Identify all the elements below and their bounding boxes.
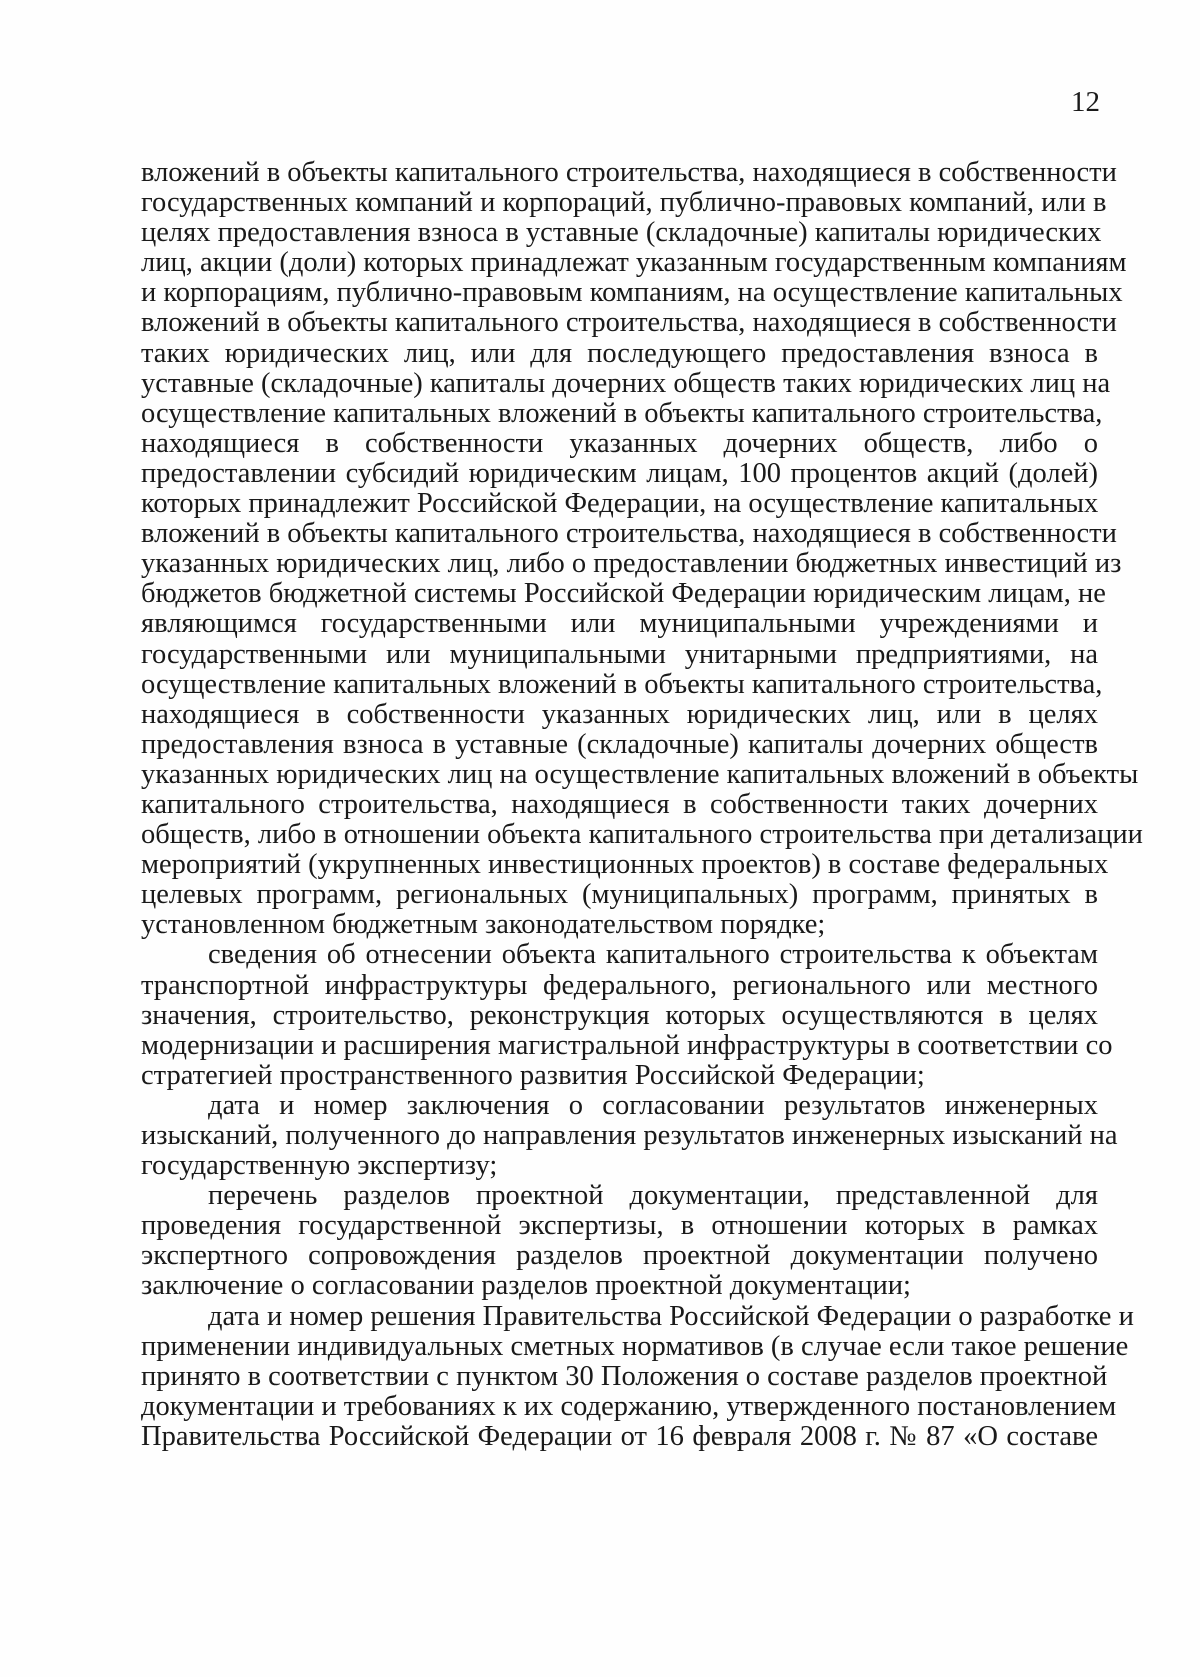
page-number: 12 xyxy=(1071,86,1100,118)
text-line: обществ, либо в отношении объекта капитального строительства при детализации xyxy=(141,819,1143,851)
text-line: являющимся государственными или муниципальными учреждениями и xyxy=(141,608,1098,640)
text-line: экспертного сопровождения разделов проектной документации получено xyxy=(141,1240,1098,1272)
text-line: проведения государственной экспертизы, в отношении которых в рамках xyxy=(141,1210,1098,1242)
text-line: государственную экспертизу; xyxy=(141,1150,498,1182)
text-line: вложений в объекты капитального строительства, находящиеся в собственности xyxy=(141,307,1117,339)
paragraph xyxy=(141,157,1143,941)
text-line: модернизации и расширения магистральной инфраструктуры в соответствии со xyxy=(141,1029,1113,1061)
text-line: транспортной инфраструктуры федерального, регионального или местного xyxy=(141,969,1098,1001)
text-line: заключение о согласовании разделов проектной документации; xyxy=(141,1270,911,1302)
paragraph xyxy=(141,1089,1118,1182)
text-line: стратегией пространственного развития Российской Федерации; xyxy=(141,1059,925,1091)
text-line: осуществление капитальных вложений в объекты капитального строительства, xyxy=(141,668,1103,700)
text-line: находящиеся в собственности указанных юридических лиц, или в целях xyxy=(141,698,1098,730)
text-line: указанных юридических лиц на осуществление капитальных вложений в объекты xyxy=(141,758,1139,790)
text-line: государственных компаний и корпораций, публично-правовых компаний, или в xyxy=(141,187,1107,219)
document-body xyxy=(141,157,1143,1452)
text-line: документации и требованиях к их содержанию, утвержденного постановлением xyxy=(141,1390,1117,1422)
text-line: бюджетов бюджетной системы Российской Федерации юридическим лицам, не xyxy=(141,578,1106,610)
text-line: таких юридических лиц, или для последующего предоставления взноса в xyxy=(141,337,1098,369)
paragraph xyxy=(141,1181,1098,1301)
text-line: находящиеся в собственности указанных дочерних обществ, либо о xyxy=(141,427,1098,459)
text-line: предоставления взноса в уставные (складочные) капиталы дочерних обществ xyxy=(141,728,1098,760)
text-line: изысканий, полученного до направления результатов инженерных изысканий на xyxy=(141,1120,1118,1151)
text-line: указанных юридических лиц, либо о предоставлении бюджетных инвестиций из xyxy=(141,548,1122,580)
text-line: перечень разделов проектной документации, представленной для xyxy=(208,1180,1098,1212)
text-line: установленном бюджетным законодательством порядке; xyxy=(141,909,826,941)
text-line: лиц, акции (доли) которых принадлежат указанным государственным компаниям xyxy=(141,247,1127,279)
text-line: государственными или муниципальными унитарными предприятиями, на xyxy=(141,638,1098,670)
text-line: которых принадлежит Российской Федерации, на осуществление капитальных xyxy=(141,488,1099,520)
text-line: уставные (складочные) капиталы дочерних обществ таких юридических лиц на xyxy=(141,367,1111,399)
text-line: значения, строительство, реконструкция которых осуществляются в целях xyxy=(141,999,1098,1031)
text-line: Правительства Российской Федерации от 16 февраля 2008 г. № 87 «О составе xyxy=(141,1420,1098,1452)
text-line: дата и номер решения Правительства Российской Федерации о разработке и xyxy=(208,1300,1134,1332)
text-line: целях предоставления взноса в уставные (складочные) капиталы юридических xyxy=(141,217,1102,249)
text-line: принято в соответствии с пунктом 30 Положения о составе разделов проектной xyxy=(141,1360,1108,1392)
text-line: вложений в объекты капитального строительства, находящиеся в собственности xyxy=(141,157,1117,188)
text-line: и корпорациям, публично-правовым компаниям, на осуществление капитальных xyxy=(141,277,1123,309)
text-line: вложений в объекты капитального строительства, находящиеся в собственности xyxy=(141,518,1117,550)
text-line: сведения об отнесении объекта капитального строительства к объектам xyxy=(208,939,1098,971)
paragraph xyxy=(141,1300,1134,1452)
text-line: целевых программ, региональных (муниципальных) программ, принятых в xyxy=(141,879,1098,911)
text-line: капитального строительства, находящиеся в собственности таких дочерних xyxy=(141,788,1098,820)
text-line: предоставлении субсидий юридическим лицам, 100 процентов акций (долей) xyxy=(141,457,1098,489)
text-line: дата и номер заключения о согласовании результатов инженерных xyxy=(208,1089,1098,1121)
text-line: мероприятий (укрупненных инвестиционных проектов) в составе федеральных xyxy=(141,849,1109,881)
text-line: осуществление капитальных вложений в объекты капитального строительства, xyxy=(141,397,1103,429)
text-line: применении индивидуальных сметных нормативов (в случае если такое решение xyxy=(141,1330,1129,1362)
paragraph xyxy=(141,939,1113,1091)
